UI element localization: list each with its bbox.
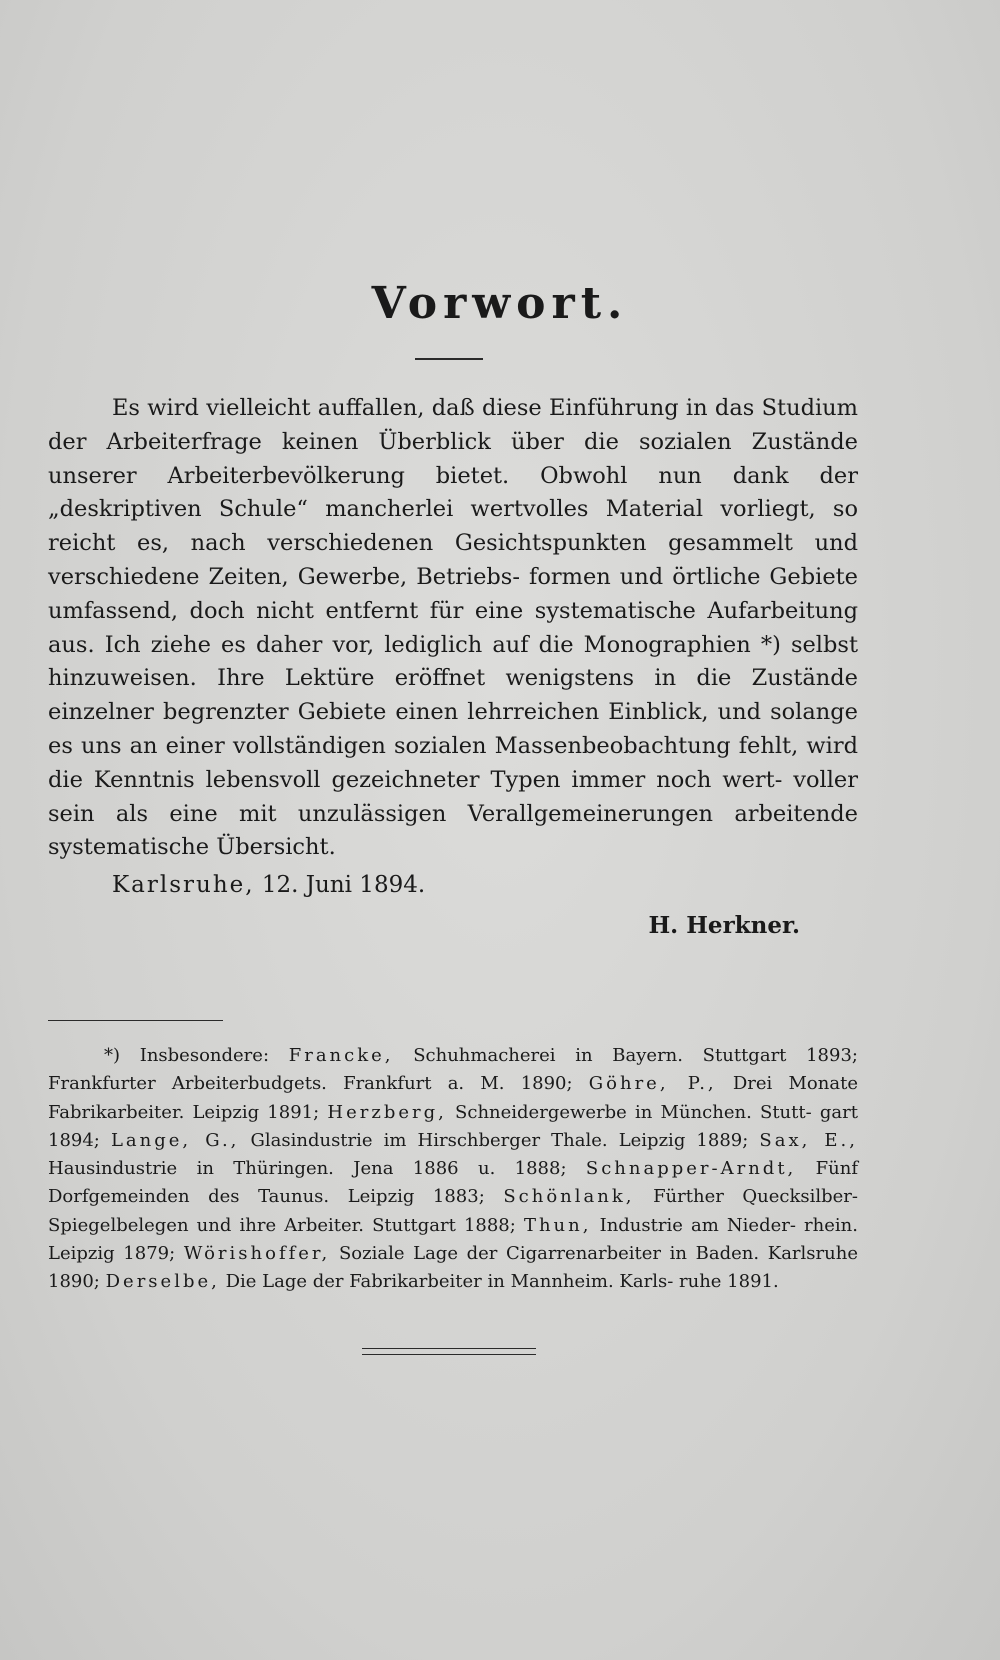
- dateline-place: Karlsruhe,: [112, 872, 255, 898]
- footnote-reference: Hausindustrie in Thüringen. Jena 1886 u. 1888;: [48, 1158, 567, 1180]
- footnote-reference: Schuhmacherei in Bayern. Stuttgart 1893; Frankfurter Arbeiterbudgets. Frankfurt a. M. 1890;: [48, 1045, 858, 1095]
- footnote: [48, 1042, 858, 1297]
- footnote-author: Derselbe,: [105, 1271, 220, 1293]
- footnote-intro: *) Insbesondere:: [104, 1045, 270, 1066]
- footnote-reference: Die Lage der Fabrikarbeiter in Mannheim. Karls- ruhe 1891.: [225, 1271, 779, 1293]
- footnote-author: Sax, E.,: [759, 1129, 858, 1151]
- title-divider: [415, 358, 483, 360]
- footnote-entry-3: [111, 1130, 748, 1151]
- preface-paragraph: Es wird vielleicht auffallen, daß diese Einführung in das Studium der Arbeiterfrage keinen Überblick über die sozialen Zustände unserer Arbeiterbevölkerung bietet. Obwohl nun dank der „deskriptiven Schule“ mancherlei wertvolles Material vorliegt, so reicht es, nach verschiedenen Gesichtspunkten gesammelt und verschiedene Zeiten, Gewerbe, Betriebs- formen und örtliche Gebiete umfassend, doch nicht entfernt für eine systematische Aufarbeitung aus. Ich ziehe es daher vor, lediglich auf die Monographien *) selbst hinzuweisen. Ihre Lektüre eröffnet wenigstens in die Zustände einzelner begrenzter Gebiete einen lehrreichen Einblick, und solange es uns an einer vollständigen sozialen Massenbeobachtung fehlt, wird die Kenntnis lebensvoll gezeichneter Typen immer noch wert- voller sein als eine mit unzulässigen Verallgemeinerungen arbeitende systematische Übersicht.: [48, 395, 858, 861]
- author-signature: H. Herkner.: [648, 912, 800, 939]
- footnote-reference: Drei Monate Fabrikarbeiter. Leipzig 1891;: [48, 1073, 858, 1123]
- footnote-divider: [48, 1020, 223, 1021]
- footnote-author: Lange, G.,: [110, 1129, 240, 1151]
- footnote-reference: Fünf Dorfgemeinden des Taunus. Leipzig 1883;: [48, 1158, 858, 1208]
- page-title: Vorwort.: [371, 278, 629, 329]
- footnote-author: Schönlank,: [503, 1186, 635, 1208]
- footnote-author: Göhre, P.,: [588, 1073, 717, 1095]
- end-divider-top: [362, 1348, 536, 1349]
- footnote-reference: Fürther Quecksilber- Spiegelbelegen und ihre Arbeiter. Stuttgart 1888;: [48, 1186, 858, 1236]
- dateline: [112, 872, 425, 898]
- footnote-reference: Industrie am Nieder- rhein. Leipzig 1879;: [48, 1214, 858, 1265]
- footnote-author: Wörishoffer,: [183, 1243, 331, 1265]
- footnote-author: Francke,: [288, 1045, 394, 1066]
- footnote-reference: Soziale Lage der Cigarrenarbeiter in Baden. Karlsruhe 1890;: [48, 1243, 858, 1293]
- end-divider-bottom: [362, 1354, 536, 1355]
- footnote-author: Schnapper-Arndt,: [585, 1158, 797, 1180]
- footnote-entry-9: [106, 1271, 779, 1292]
- footnote-reference: Glasindustrie im Hirschberger Thale. Leipzig 1889;: [250, 1129, 749, 1151]
- dateline-date: 12. Juni 1894.: [261, 872, 426, 898]
- footnote-author: Thun,: [523, 1214, 592, 1236]
- footnote-reference: Schneidergewerbe in München. Stutt- gart 1894;: [48, 1101, 858, 1151]
- footnote-author: Herzberg,: [327, 1101, 447, 1123]
